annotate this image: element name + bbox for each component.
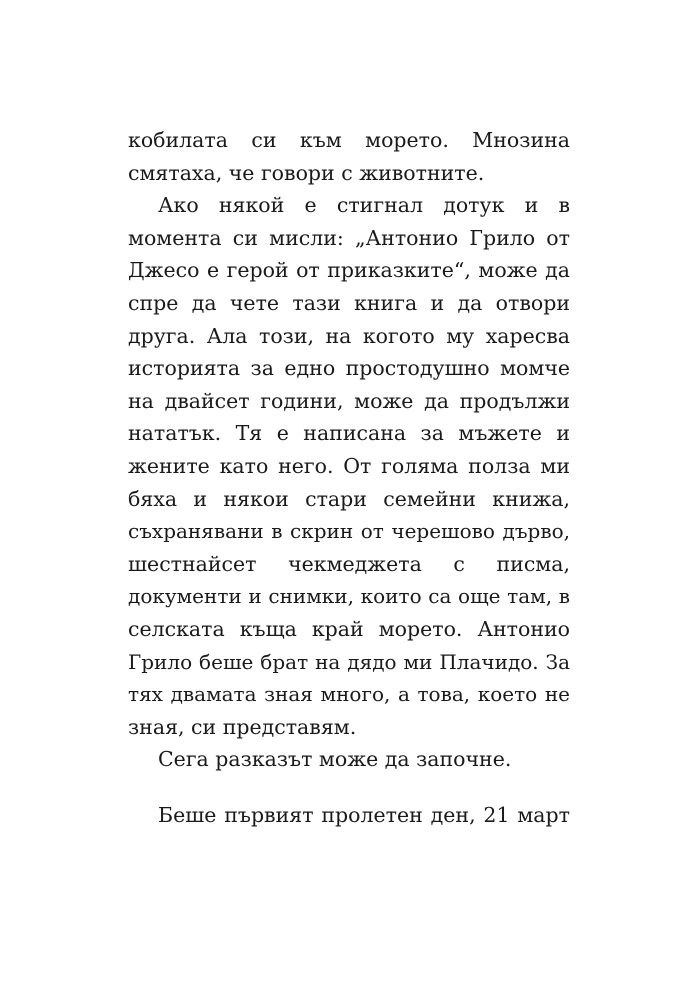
text-line: Сега разказът може да започне. xyxy=(158,747,512,772)
paragraph-4 xyxy=(128,799,570,832)
paragraph-2 xyxy=(128,189,570,743)
text-line: Грило беше брат на дядо ми Плачидо. За xyxy=(128,649,570,674)
text-line: смятаха, че говори с животните. xyxy=(128,160,485,185)
text-line: тях двамата зная много, а това, което не xyxy=(128,682,570,707)
paragraph-3 xyxy=(128,743,570,776)
text-line: бяха и някои стари семейни книжа, xyxy=(128,486,570,511)
text-line: кобилата си към морето. Мнозина xyxy=(128,128,570,152)
text-line: историята за едно простодушно момче xyxy=(128,356,570,381)
text-line: зная, си представям. xyxy=(128,714,357,739)
page-text xyxy=(128,124,570,831)
text-line: Джесо е герой от приказките“, може да xyxy=(128,258,570,283)
paragraph-gap xyxy=(128,776,570,799)
text-line: Ако някой е стигнал дотук и в xyxy=(158,193,570,218)
text-line: на двайсет години, може да продължи xyxy=(128,388,570,413)
text-line: жените като него. От голяма полза ми xyxy=(128,453,570,478)
text-line: спре да чете тази книга и да отвори xyxy=(128,290,570,315)
text-line: шестнайсет чекмеджета с писма, xyxy=(128,551,570,576)
text-line: друга. Ала този, на когото му харесва xyxy=(128,323,570,348)
text-line: селската къща край морето. Антонио xyxy=(128,616,570,641)
text-line: съхранявани в скрин от черешово дърво, xyxy=(128,519,570,544)
text-line: нататък. Тя е написана за мъжете и xyxy=(128,421,570,446)
text-line: момента си мисли: „Антонио Грило от xyxy=(128,225,570,250)
text-line: документи и снимки, които са още там, в xyxy=(128,584,570,609)
paragraph-1 xyxy=(128,124,570,189)
text-line: Беше първият пролетен ден, 21 март xyxy=(158,802,570,827)
